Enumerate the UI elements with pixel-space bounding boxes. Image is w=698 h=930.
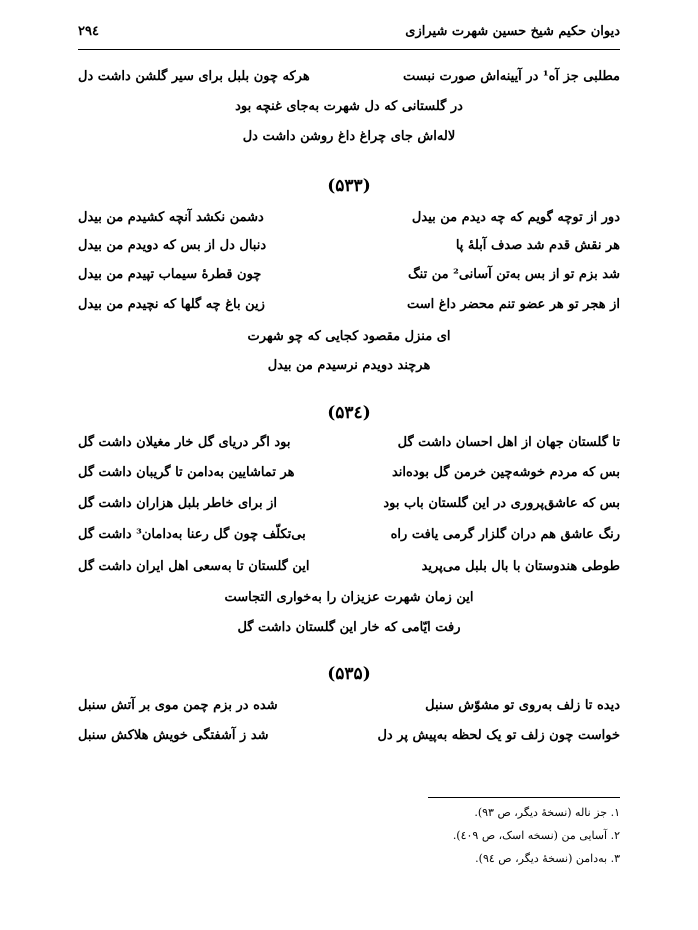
- poem-number: (۵۳٤): [327, 403, 371, 423]
- hemistich-second: شد ز آشفتگی خویش هلاکش سنبل: [78, 728, 269, 743]
- page-number: ۲۹٤: [78, 24, 99, 39]
- couplet: [78, 267, 620, 293]
- couplet: [78, 435, 620, 461]
- couplet: [78, 465, 620, 491]
- hemistich-first: تا گلستان جهان از اهل احسان داشت گل: [397, 435, 620, 450]
- couplet: [78, 297, 620, 323]
- hemistich-first: شد بزم تو از بس به‌تن آسانی² من تنگ: [408, 267, 620, 282]
- closing-line: رفت ایّامی که خار این گلستان داشت گل: [237, 620, 461, 635]
- hemistich-first: بس که عاشق‌پروری در این گلستان باب بود: [383, 496, 620, 511]
- closing-line: لاله‌اش جای چراغ داغ روشن داشت دل: [242, 129, 456, 144]
- hemistich-second: دشمن نکشد آنچه کشیدم من بیدل: [78, 210, 264, 225]
- couplet: [78, 527, 620, 553]
- couplet: [78, 210, 620, 236]
- poem-number: (۵۳۳): [327, 176, 371, 196]
- hemistich-first: هر نقش قدم شد صدف آبلهٔ پا: [455, 238, 620, 253]
- footnote: ۲. آسایی من (نسخه اسک، ص ٤۰۹).: [452, 829, 620, 842]
- hemistich-second: از برای خاطر بلبل هزاران داشت گل: [78, 496, 277, 511]
- hemistich-second: زین باغ چه گلها که نچیدم من بیدل: [78, 297, 265, 312]
- footnote: ۱. جز ناله (نسخهٔ دیگر، ص ۹۳).: [474, 806, 620, 819]
- footnote: ۳. به‌دامن (نسخهٔ دیگر، ص ۹٤).: [475, 852, 620, 865]
- page-header: [78, 22, 620, 46]
- couplet: [78, 559, 620, 585]
- couplet: [78, 496, 620, 522]
- hemistich-second: شده در بزم چمن موی بر آتش سنبل: [78, 698, 278, 713]
- book-title: دیوان حکیم شیخ حسین شهرت شیرازی: [405, 24, 620, 39]
- hemistich-first: رنگ عاشق هم دران گلزار گرمی یافت راه: [390, 527, 620, 542]
- closing-line: ای منزل مقصود کجایی که چو شهرت: [247, 329, 451, 344]
- hemistich-first: دیده تا زلف به‌روی تو مشوّش سنبل: [425, 698, 620, 713]
- closing-line: هرچند دویدم نرسیدم من بیدل: [267, 358, 431, 373]
- footnote-rule: [428, 797, 620, 798]
- hemistich-second: دنبال دل از بس که دویدم من بیدل: [78, 238, 267, 253]
- hemistich-second: بود اگر دریای گل خار مغیلان داشت گل: [78, 435, 291, 450]
- couplet: [78, 728, 620, 754]
- header-rule: [78, 49, 620, 50]
- hemistich-first: مطلبی جز آه¹ در آیینه‌اش صورت نبست: [403, 69, 620, 84]
- couplet: [78, 69, 620, 95]
- hemistich-first: بس که مردم خوشه‌چین خرمن گل بوده‌اند: [391, 465, 620, 480]
- closing-line: در گلستانی که دل شهرت به‌جای غنچه بود: [235, 99, 463, 114]
- poem-number: (۵۳۵): [327, 664, 371, 684]
- couplet: [78, 698, 620, 724]
- hemistich-second: این گلستان تا به‌سعی اهل ایران داشت گل: [78, 559, 310, 574]
- hemistich-first: دور از توچه گویم که چه دیدم من بیدل: [411, 210, 620, 225]
- hemistich-second: بی‌تکلّف چون گل رعنا به‌دامان³ داشت گل: [78, 527, 306, 542]
- hemistich-second: چون قطرهٔ سیماب تپیدم من بیدل: [78, 267, 262, 282]
- closing-line: این زمان شهرت عزیزان را به‌خواری التجاست: [224, 590, 474, 605]
- hemistich-first: از هجر تو هر عضو تنم محضر داغ است: [406, 297, 620, 312]
- hemistich-second: هر تماشایین به‌دامن تا گریبان داشت گل: [78, 465, 295, 480]
- hemistich-first: خواست چون زلف تو یک لحظه به‌پیش پر دل: [377, 728, 620, 743]
- couplet: [78, 238, 620, 264]
- hemistich-second: هرکه چون بلبل برای سیر گلشن داشت دل: [78, 69, 310, 84]
- hemistich-first: طوطی هندوستان با بال بلبل می‌پرید: [421, 559, 620, 574]
